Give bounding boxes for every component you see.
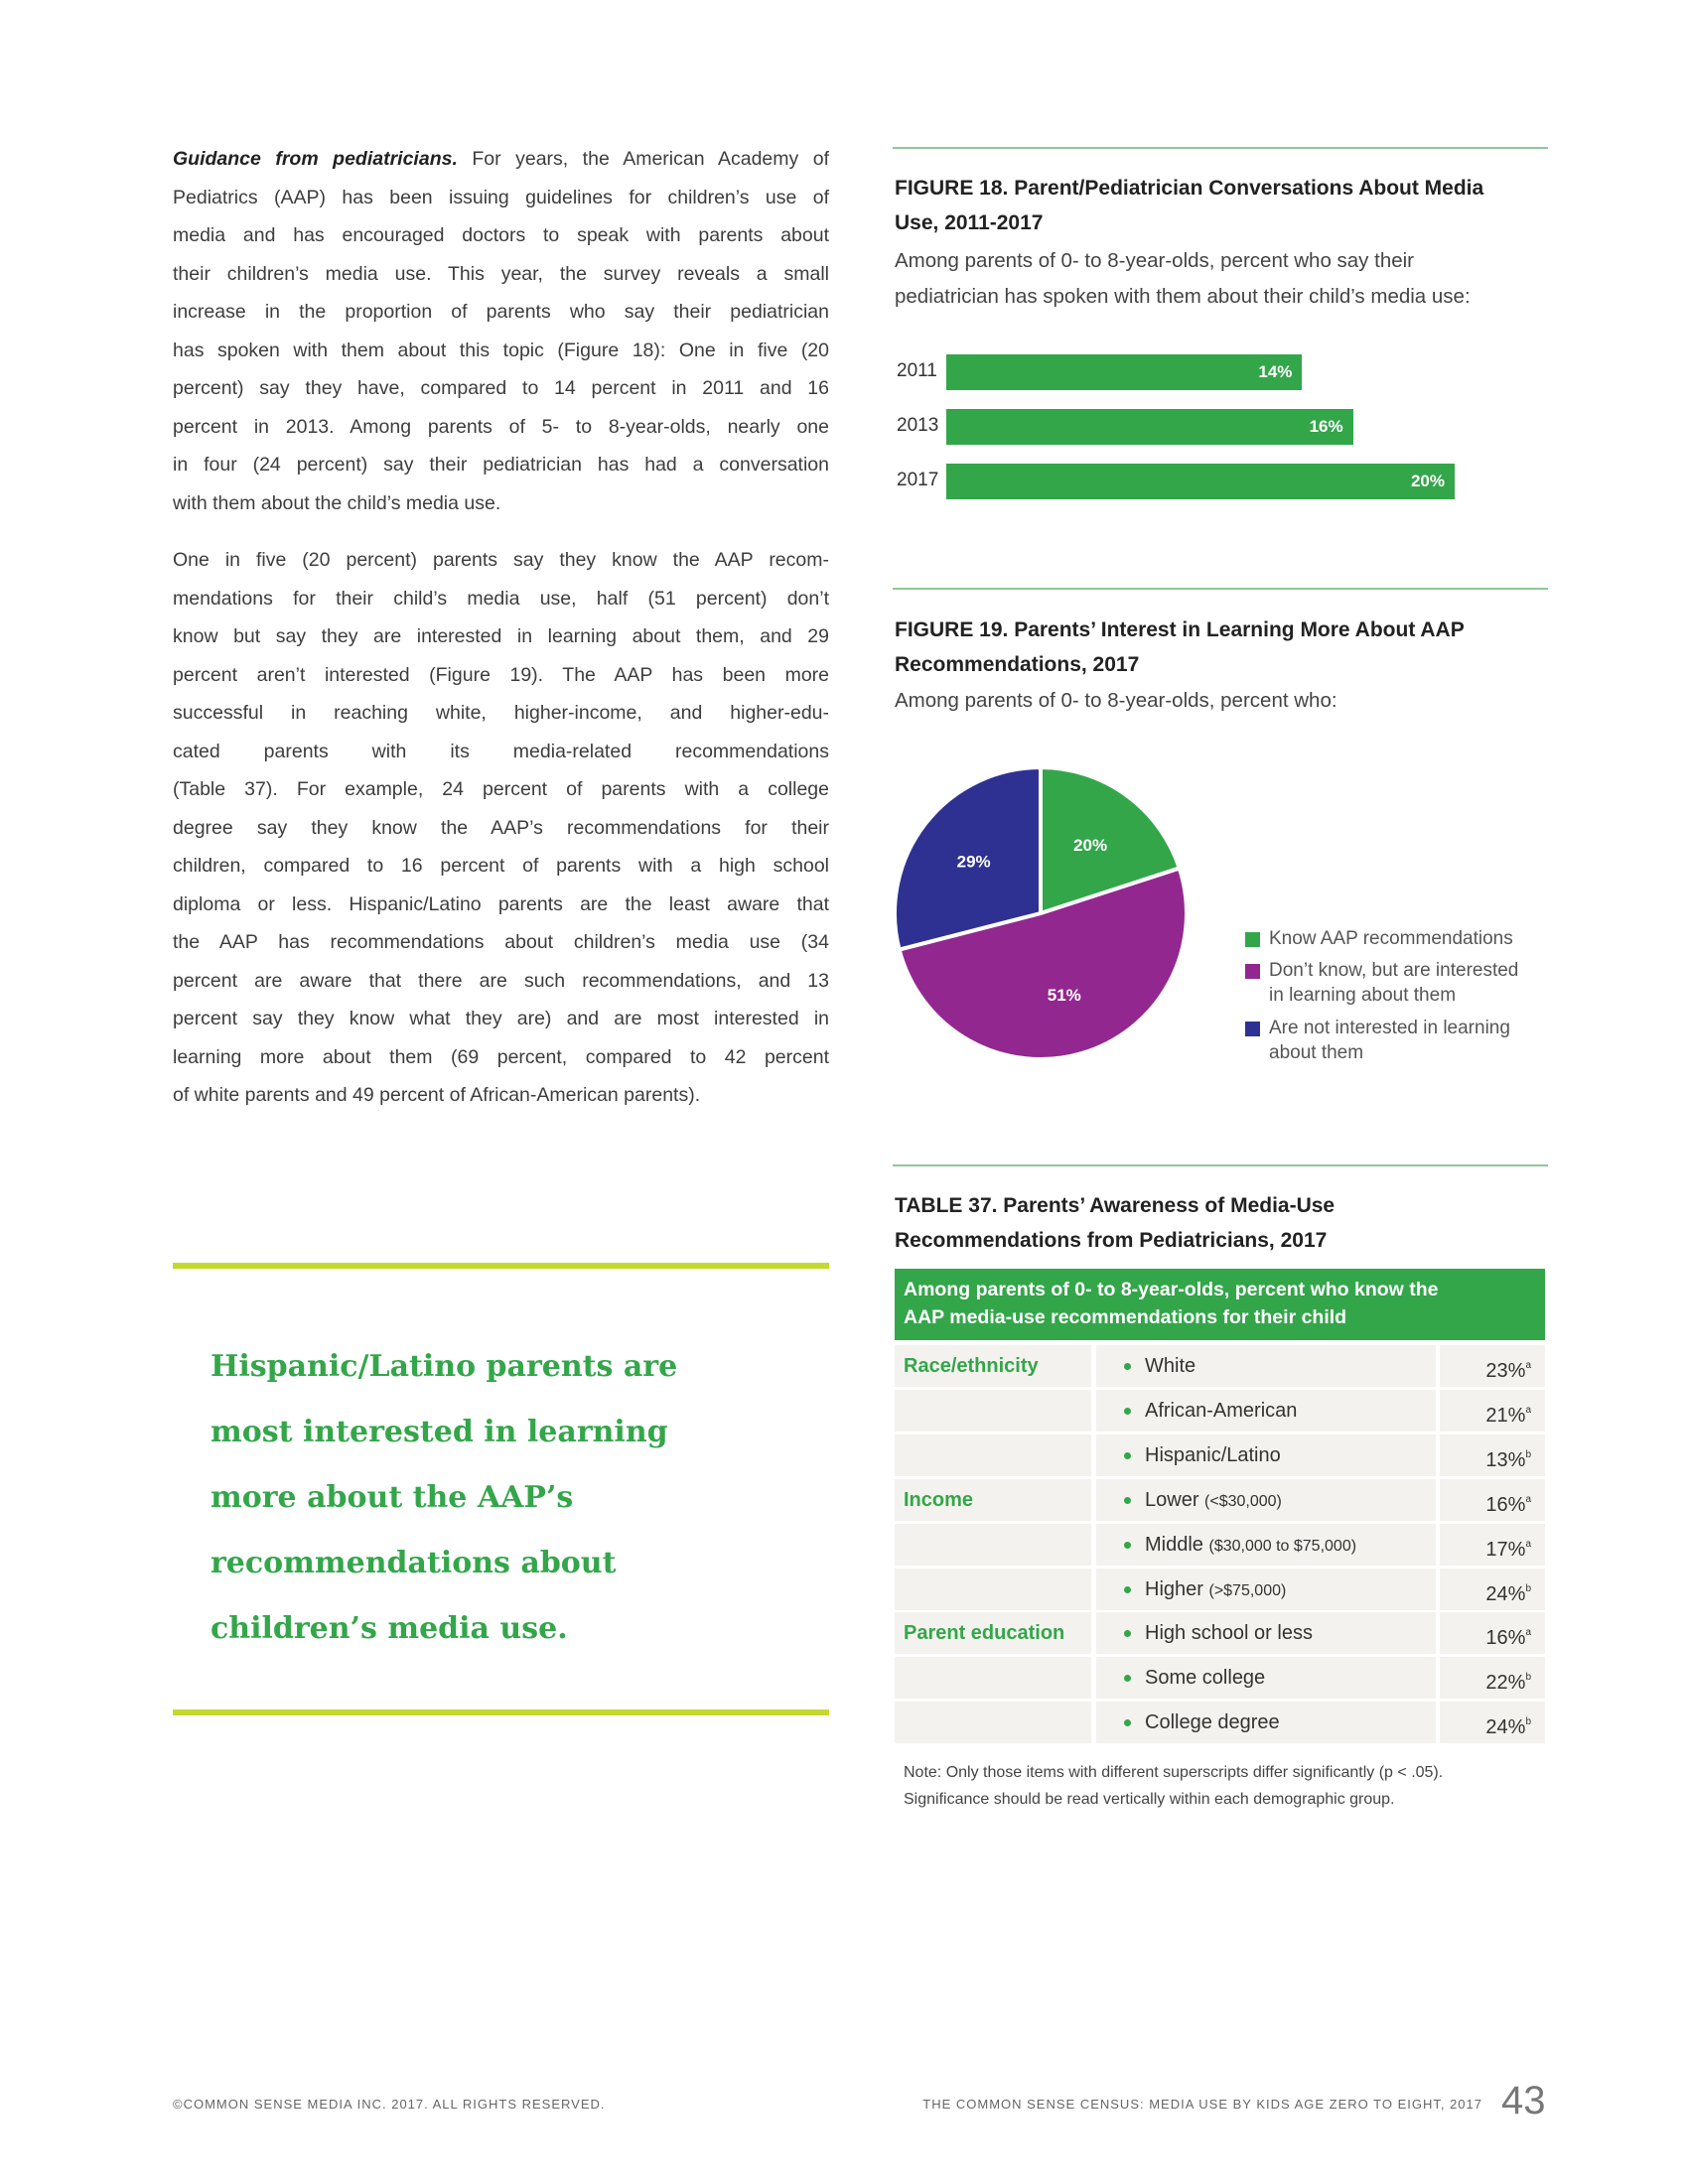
page-number: 43	[1501, 2079, 1546, 2122]
figure19-subtitle: Among parents of 0- to 8-year-olds, percent who:	[895, 689, 1337, 712]
significance-superscript: a	[1525, 1627, 1531, 1639]
text-line	[173, 140, 829, 179]
note-line: Note: Only those items with different superscripts differ significantly (p < .05).	[904, 1764, 1444, 1781]
text-line: percent are aware that there are such recommendations, and 13	[173, 969, 829, 992]
significance-superscript: a	[1525, 1493, 1531, 1505]
row-item-detail: (<$30,000)	[1204, 1492, 1282, 1510]
text-line: with them about the child’s media use.	[173, 491, 501, 514]
value-text: 13%	[1485, 1448, 1526, 1471]
legend-swatch	[1245, 964, 1260, 979]
text-line: media and has encouraged doctors to speak with parents about	[173, 224, 829, 246]
table-row	[895, 1612, 1545, 1654]
bullet-icon	[1124, 1497, 1131, 1504]
text-line: their children’s media use. This year, the survey reveals a small	[173, 262, 829, 285]
bullet-icon	[1124, 1586, 1131, 1593]
significance-superscript: b	[1525, 1716, 1531, 1728]
row-item-label: College degree	[1145, 1711, 1280, 1734]
row-value	[1440, 1434, 1545, 1476]
bullet-icon	[1124, 1363, 1131, 1370]
value-text: 22%	[1485, 1672, 1526, 1695]
text-line: percent say they know what they are) and are most interested in	[173, 1008, 829, 1029]
bar-category-label: 2011	[897, 360, 937, 381]
row-item-label: Hispanic/Latino	[1145, 1443, 1281, 1466]
text-line: One in five (20 percent) parents say they know the AAP recom-	[173, 549, 829, 571]
text-line: percent in 2013. Among parents of 5- to 8-year-olds, nearly one	[173, 415, 829, 438]
value-text: 16%	[1485, 1493, 1526, 1516]
text-line: mendations for their child’s media use, half (51 percent) don’t	[173, 587, 829, 610]
pull-quote-top-rule	[173, 1263, 829, 1269]
divider	[893, 1164, 1548, 1166]
row-item-label: African-American	[1145, 1399, 1298, 1422]
figure18-subtitle	[895, 243, 1550, 315]
body-paragraph-2	[173, 541, 829, 1115]
title-line: Use, 2011-2017	[895, 211, 1044, 234]
table37-title	[895, 1188, 1550, 1258]
title-line: FIGURE 19. Parents’ Interest in Learning More About AAP	[895, 618, 1465, 641]
text-line: know but say they are interested in learning about them, and 29	[173, 625, 829, 647]
pull-quote-line: more about the AAP’s	[211, 1480, 574, 1515]
text-line: the AAP has recommendations about children’s media use (34	[173, 931, 829, 953]
pie-slice-label: 51%	[1047, 985, 1081, 1005]
legend-text: Know AAP recommendations	[1269, 928, 1513, 949]
text-line: of white parents and 49 percent of African-American parents).	[173, 1084, 701, 1106]
text-line: learning more about them (69 percent, compared to 42 percent	[173, 1045, 829, 1068]
row-item	[1096, 1524, 1436, 1566]
row-value	[1440, 1479, 1545, 1521]
bar-value-label: 16%	[1309, 417, 1343, 436]
row-group-label	[895, 1390, 1091, 1432]
significance-superscript: b	[1525, 1582, 1531, 1594]
significance-superscript: a	[1525, 1404, 1531, 1416]
legend-item	[1245, 926, 1567, 951]
row-item	[1096, 1612, 1436, 1654]
row-item-detail: (>$75,000)	[1208, 1581, 1287, 1599]
table-row	[895, 1657, 1545, 1699]
bullet-icon	[1124, 1542, 1131, 1549]
table-row	[895, 1390, 1545, 1432]
bullet-icon	[1124, 1630, 1131, 1637]
legend-text: Are not interested in learning	[1269, 1018, 1510, 1038]
title-line: Recommendations, 2017	[895, 653, 1140, 676]
pull-quote-line: children’s media use.	[211, 1611, 568, 1646]
legend-swatch	[1245, 932, 1260, 947]
divider	[893, 588, 1548, 590]
text-line: degree say they know the AAP’s recommendations for their	[173, 816, 829, 839]
row-group-label: Income	[895, 1479, 1091, 1521]
table-row	[895, 1479, 1545, 1521]
subtitle-line: pediatrician has spoken with them about their child’s media use:	[895, 285, 1471, 308]
text-line: percent aren’t interested (Figure 19). The AAP has been more	[173, 663, 829, 686]
table37-header	[895, 1269, 1545, 1340]
row-group-label	[895, 1657, 1091, 1699]
table-row	[895, 1345, 1545, 1387]
pull-quote-line: most interested in learning	[211, 1415, 668, 1449]
row-group-label	[895, 1702, 1091, 1743]
text-line: has spoken with them about this topic (Figure 18): One in five (20	[173, 339, 829, 361]
text-line: percent) say they have, compared to 14 percent in 2011 and 16	[173, 377, 829, 399]
legend-item	[1245, 958, 1567, 1008]
text-line: cated parents with its media-related recommendations	[173, 740, 829, 762]
row-group-label	[895, 1524, 1091, 1566]
text-line: successful in reaching white, higher-income, and higher-edu-	[173, 702, 829, 724]
pull-quote-line: Hispanic/Latino parents are	[211, 1349, 678, 1384]
table-row	[895, 1569, 1545, 1610]
bar-2017	[946, 464, 1455, 499]
pull-quote-line: recommendations about	[211, 1546, 617, 1580]
subtitle-line: Among parents of 0- to 8-year-olds, percent who say their	[895, 249, 1415, 272]
body-paragraph-1	[173, 140, 829, 179]
body-paragraph-1-rest	[173, 179, 829, 523]
value-text: 24%	[1485, 1716, 1526, 1739]
table37-note	[904, 1759, 1443, 1813]
table-row	[895, 1702, 1545, 1743]
title-line: TABLE 37. Parents’ Awareness of Media-Use	[895, 1194, 1336, 1217]
text-line: Pediatrics (AAP) has been issuing guidelines for children’s use of	[173, 186, 829, 208]
value-text: 23%	[1485, 1360, 1526, 1382]
row-item-label: Lower	[1145, 1488, 1205, 1511]
row-item	[1096, 1345, 1436, 1387]
row-item-label: White	[1145, 1355, 1196, 1377]
value-text: 24%	[1485, 1582, 1526, 1605]
pull-quote	[211, 1334, 677, 1662]
bar-value-label: 20%	[1410, 472, 1445, 490]
legend-swatch	[1245, 1022, 1260, 1036]
row-group-label: Parent education	[895, 1612, 1091, 1654]
row-group-label	[895, 1434, 1091, 1476]
significance-superscript: a	[1525, 1360, 1531, 1371]
footer-publication-title: THE COMMON SENSE CENSUS: MEDIA USE BY KIDS AGE ZERO TO EIGHT, 2017	[922, 2097, 1482, 2112]
row-item-label: High school or less	[1145, 1622, 1313, 1645]
bullet-icon	[1124, 1452, 1131, 1459]
row-value	[1440, 1657, 1545, 1699]
row-value	[1440, 1390, 1545, 1432]
divider	[893, 147, 1548, 149]
row-value	[1440, 1702, 1545, 1743]
lead-in: Guidance from pediatricians.	[173, 148, 458, 170]
pull-quote-bottom-rule	[173, 1709, 829, 1715]
text-line: increase in the proportion of parents who say their pediatrician	[173, 301, 829, 323]
bar-value-label: 14%	[1258, 362, 1293, 381]
legend-text: about them	[1269, 1042, 1364, 1063]
significance-superscript: b	[1525, 1672, 1531, 1684]
legend-item	[1245, 1016, 1567, 1065]
bar-category-label: 2017	[897, 470, 939, 490]
title-line: Recommendations from Pediatricians, 2017	[895, 1229, 1328, 1252]
header-line: AAP media-use recommendations for their child	[904, 1306, 1347, 1328]
value-text: 21%	[1485, 1404, 1526, 1427]
table-row	[895, 1434, 1545, 1476]
row-item-label: Higher	[1145, 1577, 1209, 1600]
text-line: in four (24 percent) say their pediatrician has had a conversation	[173, 454, 829, 476]
legend-text: Don’t know, but are interested	[1269, 960, 1519, 981]
text-line: diploma or less. Hispanic/Latino parents are the least aware that	[173, 892, 829, 915]
bar-2013	[946, 409, 1353, 445]
bullet-icon	[1124, 1719, 1131, 1726]
significance-superscript: a	[1525, 1538, 1531, 1550]
row-value	[1440, 1569, 1545, 1610]
row-item-label: Middle	[1145, 1533, 1209, 1556]
row-item-label: Some college	[1145, 1667, 1266, 1690]
row-value	[1440, 1524, 1545, 1566]
value-text: 17%	[1485, 1538, 1526, 1561]
value-text: 16%	[1485, 1627, 1526, 1650]
row-item	[1096, 1569, 1436, 1610]
row-item	[1096, 1434, 1436, 1476]
pie-slice-label: 29%	[956, 852, 991, 872]
bar-2011	[946, 354, 1302, 390]
bullet-icon	[1124, 1675, 1131, 1682]
text-line: children, compared to 16 percent of parents with a high school	[173, 855, 829, 877]
bullet-icon	[1124, 1408, 1131, 1415]
row-group-label: Race/ethnicity	[895, 1345, 1091, 1387]
text-line: (Table 37). For example, 24 percent of parents with a college	[173, 778, 829, 800]
footer-copyright: ©COMMON SENSE MEDIA INC. 2017. ALL RIGHTS RESERVED.	[173, 2097, 606, 2112]
pie-slice-label: 20%	[1073, 836, 1108, 856]
significance-superscript: b	[1525, 1448, 1531, 1460]
row-item	[1096, 1657, 1436, 1699]
title-line: FIGURE 18. Parent/Pediatrician Conversations About Media	[895, 177, 1484, 200]
row-value	[1440, 1612, 1545, 1654]
header-line: Among parents of 0- to 8-year-olds, percent who know the	[904, 1279, 1439, 1300]
table-row	[895, 1524, 1545, 1566]
row-value	[1440, 1345, 1545, 1387]
figure18-title	[895, 171, 1550, 240]
row-group-label	[895, 1569, 1091, 1610]
row-item-detail: ($30,000 to $75,000)	[1208, 1537, 1357, 1555]
text: For years, the American Academy of	[457, 148, 829, 170]
legend-text: in learning about them	[1269, 985, 1457, 1006]
row-item	[1096, 1702, 1436, 1743]
row-item	[1096, 1390, 1436, 1432]
figure19-title	[895, 613, 1550, 682]
figure19-pie-chart	[874, 745, 1211, 1082]
row-item	[1096, 1479, 1436, 1521]
note-line: Significance should be read vertically within each demographic group.	[904, 1791, 1395, 1808]
bar-category-label: 2013	[897, 415, 939, 436]
